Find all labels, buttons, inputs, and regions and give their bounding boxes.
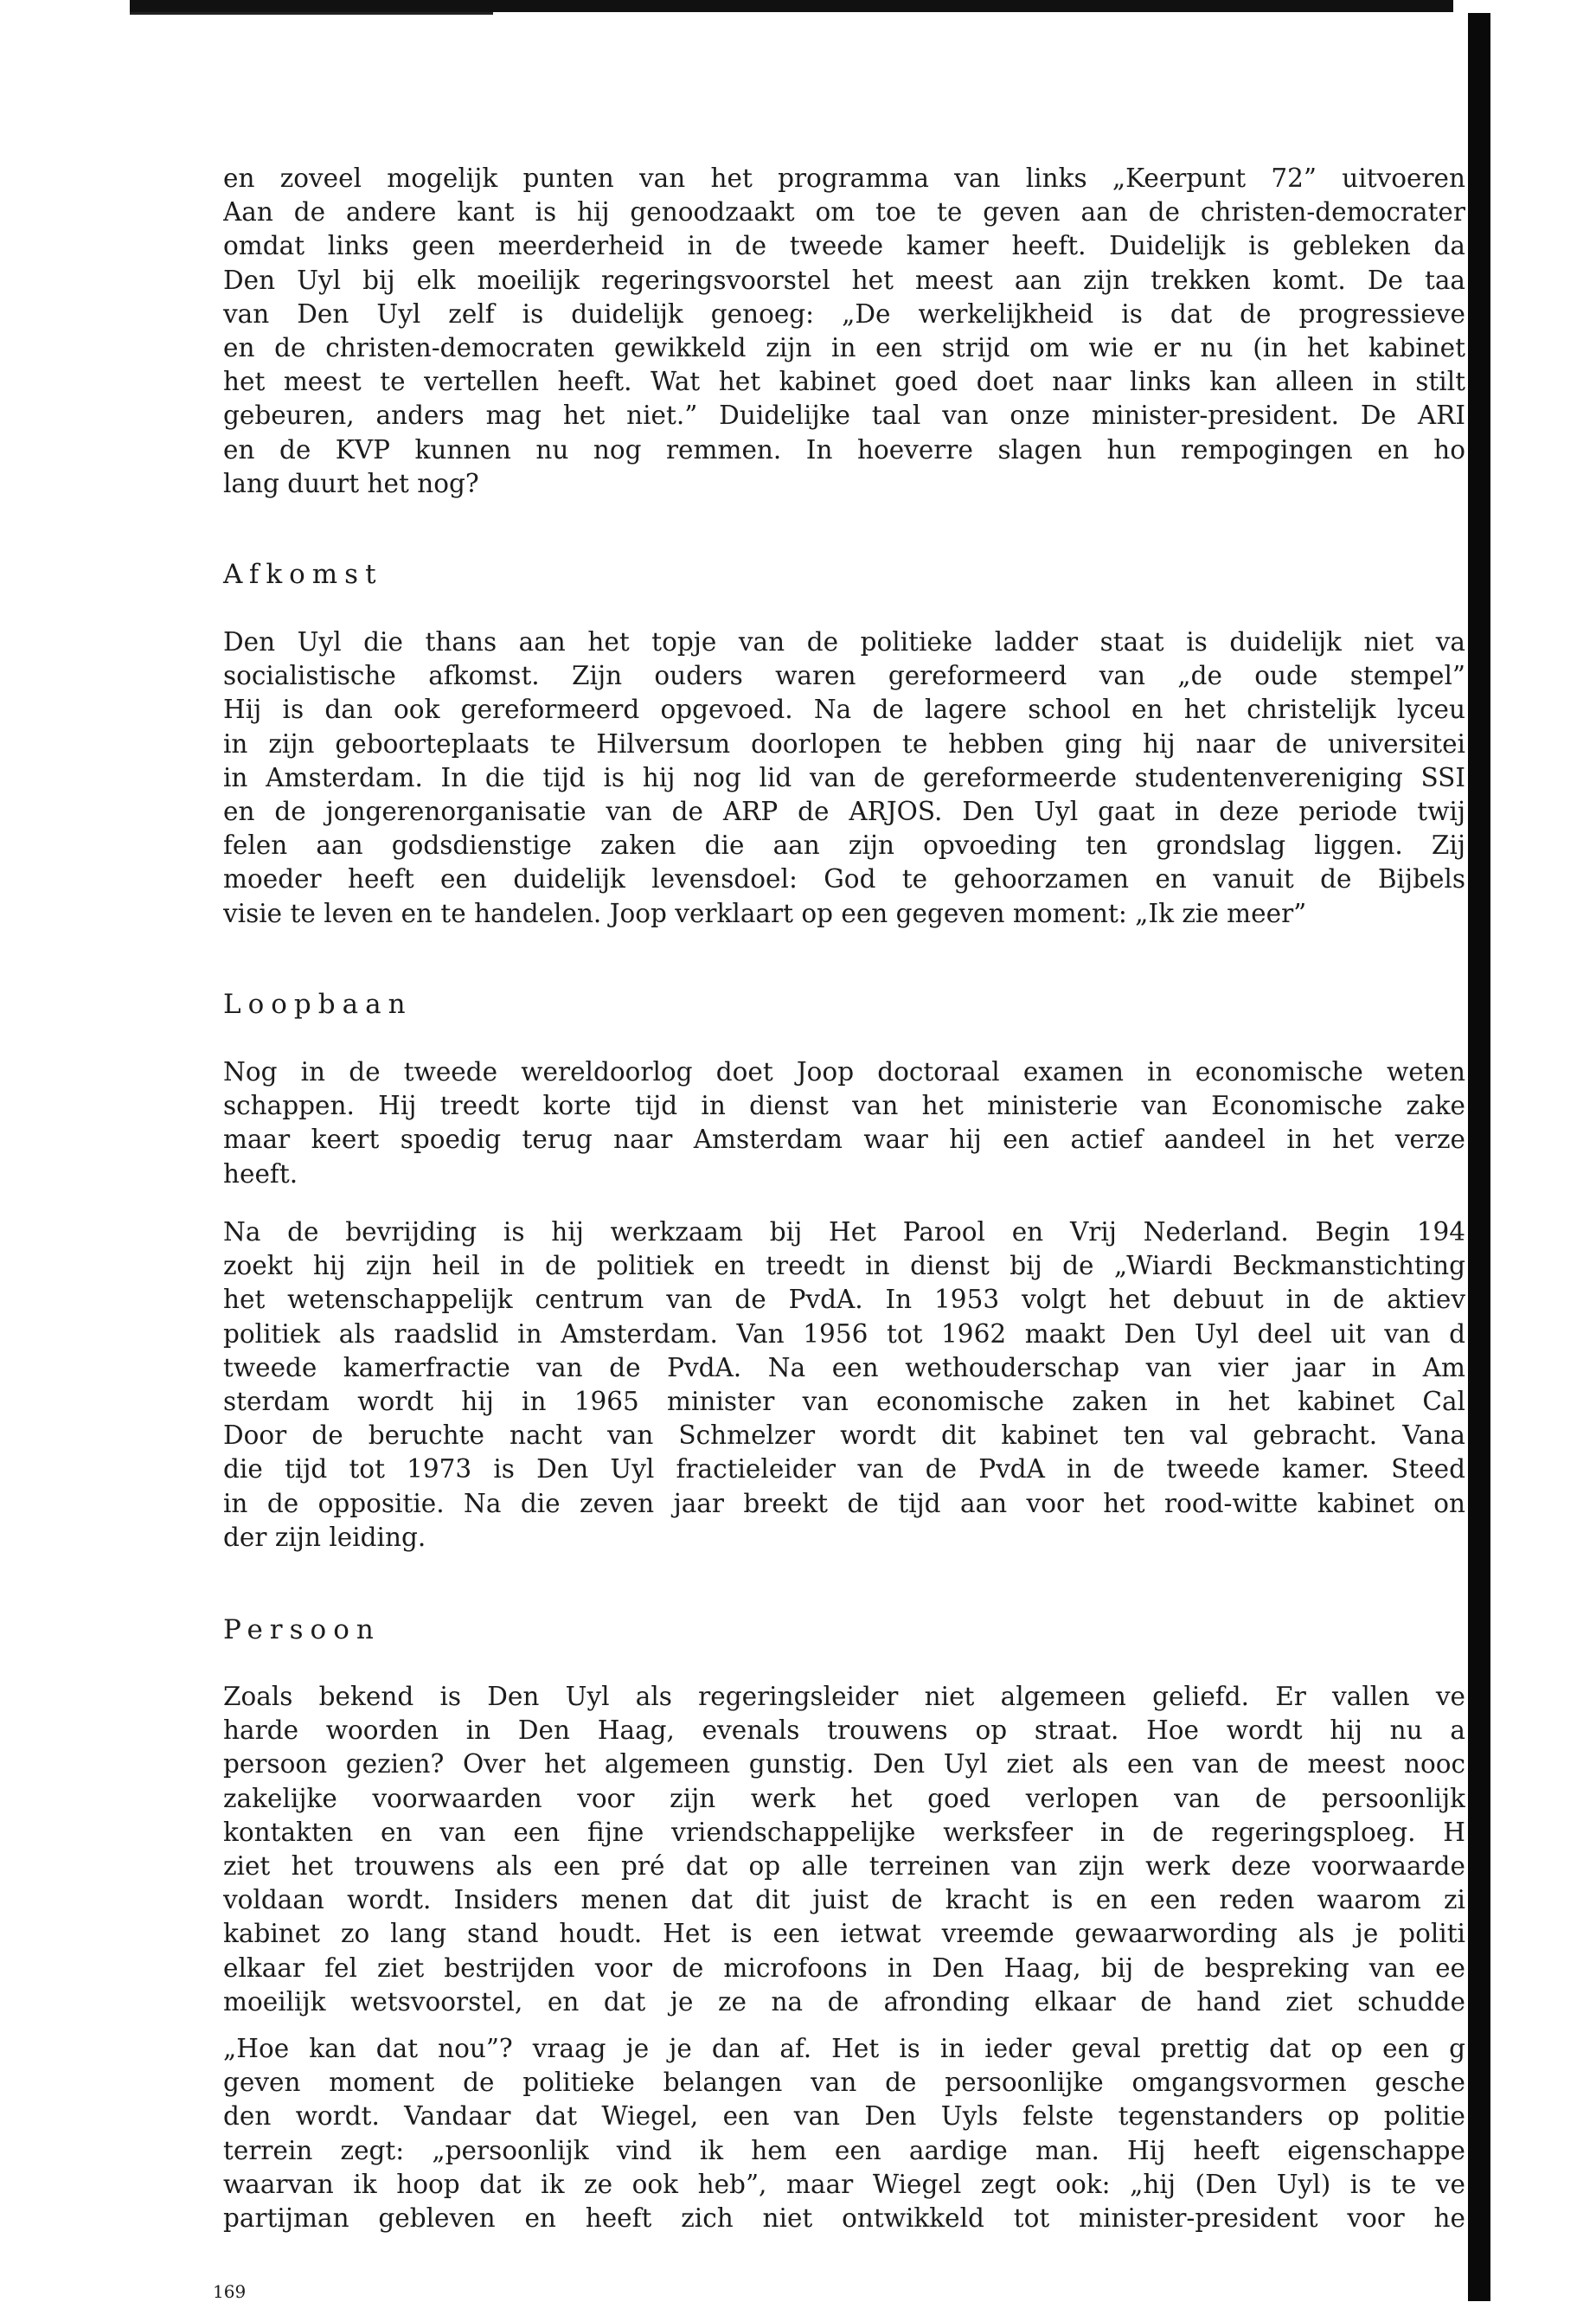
text-line: felen aan godsdienstige zaken die aan zijn opvoeding ten grondslag liggen. Zij bbox=[223, 830, 1465, 861]
text-line: heeft. bbox=[223, 1158, 298, 1189]
text-line: en de christen-democraten gewikkeld zijn in een strijd om wie er nu (in het kabinet bbox=[223, 333, 1465, 362]
text-line: Nog in de tweede wereldoorlog doet Joop doctoraal examen in economische weten bbox=[223, 1057, 1465, 1087]
text-line: omdat links geen meerderheid in de tweede kamer heeft. Duidelijk is gebleken da bbox=[223, 231, 1465, 261]
text-line: en de KVP kunnen nu nog remmen. In hoeverre slagen hun rempogingen en ho bbox=[223, 434, 1465, 465]
section-heading: Loopbaan bbox=[223, 989, 413, 1020]
text-line: van Den Uyl zelf is duidelijk genoeg: „De werkelijkheid is dat de progressieve bbox=[223, 298, 1465, 329]
text-line: politiek als raadslid in Amsterdam. Van 1956 tot 1962 maakt Den Uyl deel uit van d bbox=[223, 1318, 1465, 1349]
text-line: moeder heeft een duidelijk levensdoel: God te gehoorzamen en vanuit de Bijbels bbox=[223, 864, 1465, 895]
text-line: gebeuren, anders mag het niet.” Duidelijke taal van onze minister-president. De ARI bbox=[223, 401, 1465, 431]
text-line: visie te leven en te handelen. Joop verklaart op een gegeven moment: „Ik zie meer” bbox=[223, 898, 1307, 928]
text-line: zakelijke voorwaarden voor zijn werk het goed verlopen van de persoonlijk bbox=[223, 1783, 1465, 1813]
text-line: Den Uyl bij elk moeilijk regeringsvoorstel het meest aan zijn trekken komt. De taa bbox=[223, 265, 1465, 295]
text-line: sterdam wordt hij in 1965 minister van economische zaken in het kabinet Cal bbox=[223, 1387, 1465, 1416]
text-line: tweede kamerfractie van de PvdA. Na een wethouderschap van vier jaar in Am bbox=[223, 1352, 1465, 1382]
text-line: den wordt. Vandaar dat Wiegel, een van Den Uyls felste tegenstanders op politie bbox=[223, 2101, 1465, 2132]
text-line: Door de beruchte nacht van Schmelzer wordt dit kabinet ten val gebracht. Vana bbox=[223, 1420, 1465, 1451]
text-line: persoon gezien? Over het algemeen gunstig. Den Uyl ziet als een van de meest nooc bbox=[223, 1749, 1465, 1779]
text-line: en zoveel mogelijk punten van het programma van links „Keerpunt 72” uitvoeren bbox=[223, 164, 1465, 193]
text-line: Aan de andere kant is hij genoodzaakt om toe te geven aan de christen-democrater bbox=[223, 197, 1465, 228]
text-line: Na de bevrijding is hij werkzaam bij Het Parool en Vrij Nederland. Begin 194 bbox=[223, 1217, 1465, 1247]
text-line: schappen. Hij treedt korte tijd in dienst van het ministerie van Economische zake bbox=[223, 1091, 1465, 1121]
text-line: voldaan wordt. Insiders menen dat dit juist de kracht is en een reden waarom zi bbox=[223, 1885, 1465, 1915]
text-line: zoekt hij zijn heil in de politiek en treedt in dienst bij de „Wiardi Beckmanstichting bbox=[223, 1251, 1465, 1281]
text-line: Zoals bekend is Den Uyl als regeringsleider niet algemeen geliefd. Er vallen ve bbox=[223, 1682, 1465, 1711]
text-line: waarvan ik hoop dat ik ze ook heb”, maar Wiegel zegt ook: „hij (Den Uyl) is te ve bbox=[223, 2169, 1465, 2199]
text-line: terrein zegt: „persoonlijk vind ik hem een aardige man. Hij heeft eigenschappe bbox=[223, 2135, 1465, 2165]
text-line: harde woorden in Den Haag, evenals trouwens op straat. Hoe wordt hij nu a bbox=[223, 1715, 1465, 1746]
section-heading: Afkomst bbox=[223, 559, 383, 590]
section-heading: Persoon bbox=[223, 1614, 381, 1645]
text-line: in zijn geboorteplaats te Hilversum doorlopen te hebben ging hij naar de universitei bbox=[223, 728, 1465, 759]
text-line: Hij is dan ook gereformeerd opgevoed. Na de lagere school en het christelijk lyceu bbox=[223, 695, 1465, 725]
text-line: het meest te vertellen heeft. Wat het kabinet goed doet naar links kan alleen in stilt bbox=[223, 367, 1465, 397]
text-line: maar keert spoedig terug naar Amsterdam waar hij een actief aandeel in het verze bbox=[223, 1125, 1465, 1155]
text-line: die tijd tot 1973 is Den Uyl fractieleider van de PvdA in de tweede kamer. Steed bbox=[223, 1454, 1465, 1484]
text-line: Den Uyl die thans aan het topje van de politieke ladder staat is duidelijk niet va bbox=[223, 627, 1465, 657]
text-line: geven moment de politieke belangen van de persoonlijke omgangsvormen gesche bbox=[223, 2068, 1465, 2098]
text-line: socialistische afkomst. Zijn ouders waren gereformeerd van „de oude stempel” bbox=[223, 661, 1465, 691]
text-line: der zijn leiding. bbox=[223, 1522, 426, 1552]
text-line: in Amsterdam. In die tijd is hij nog lid van de gereformeerde studentenvereniging SSI bbox=[223, 762, 1465, 792]
text-line: lang duurt het nog? bbox=[223, 468, 479, 498]
text-line: kontakten en van een fijne vriendschappelijke werksfeer in de regeringsploeg. H bbox=[223, 1817, 1465, 1847]
text-line: kabinet zo lang stand houdt. Het is een ietwat vreemde gewaarwording als je politi bbox=[223, 1919, 1465, 1949]
text-line: het wetenschappelijk centrum van de PvdA. In 1953 volgt het debuut in de aktiev bbox=[223, 1285, 1465, 1315]
page-number: 169 bbox=[213, 2281, 247, 2302]
text-line: elkaar fel ziet bestrijden voor de microfoons in Den Haag, bij de bespreking van ee bbox=[223, 1953, 1465, 1983]
text-line: ziet het trouwens als een pré dat op alle terreinen van zijn werk deze voorwaarde bbox=[223, 1851, 1465, 1881]
text-line: en de jongerenorganisatie van de ARP de ARJOS. Den Uyl gaat in deze periode twij bbox=[223, 797, 1465, 826]
text-line: in de oppositie. Na die zeven jaar breekt de tijd aan voor het rood-witte kabinet on bbox=[223, 1488, 1465, 1518]
text-line: „Hoe kan dat nou”? vraag je je dan af. Het is in ieder geval prettig dat op een g bbox=[223, 2034, 1465, 2063]
text-line: partijman gebleven en heeft zich niet ontwikkeld tot minister-president voor he bbox=[223, 2203, 1465, 2233]
text-line: moeilijk wetsvoorstel, en dat je ze na de afronding elkaar de hand ziet schudde bbox=[223, 1986, 1465, 2017]
